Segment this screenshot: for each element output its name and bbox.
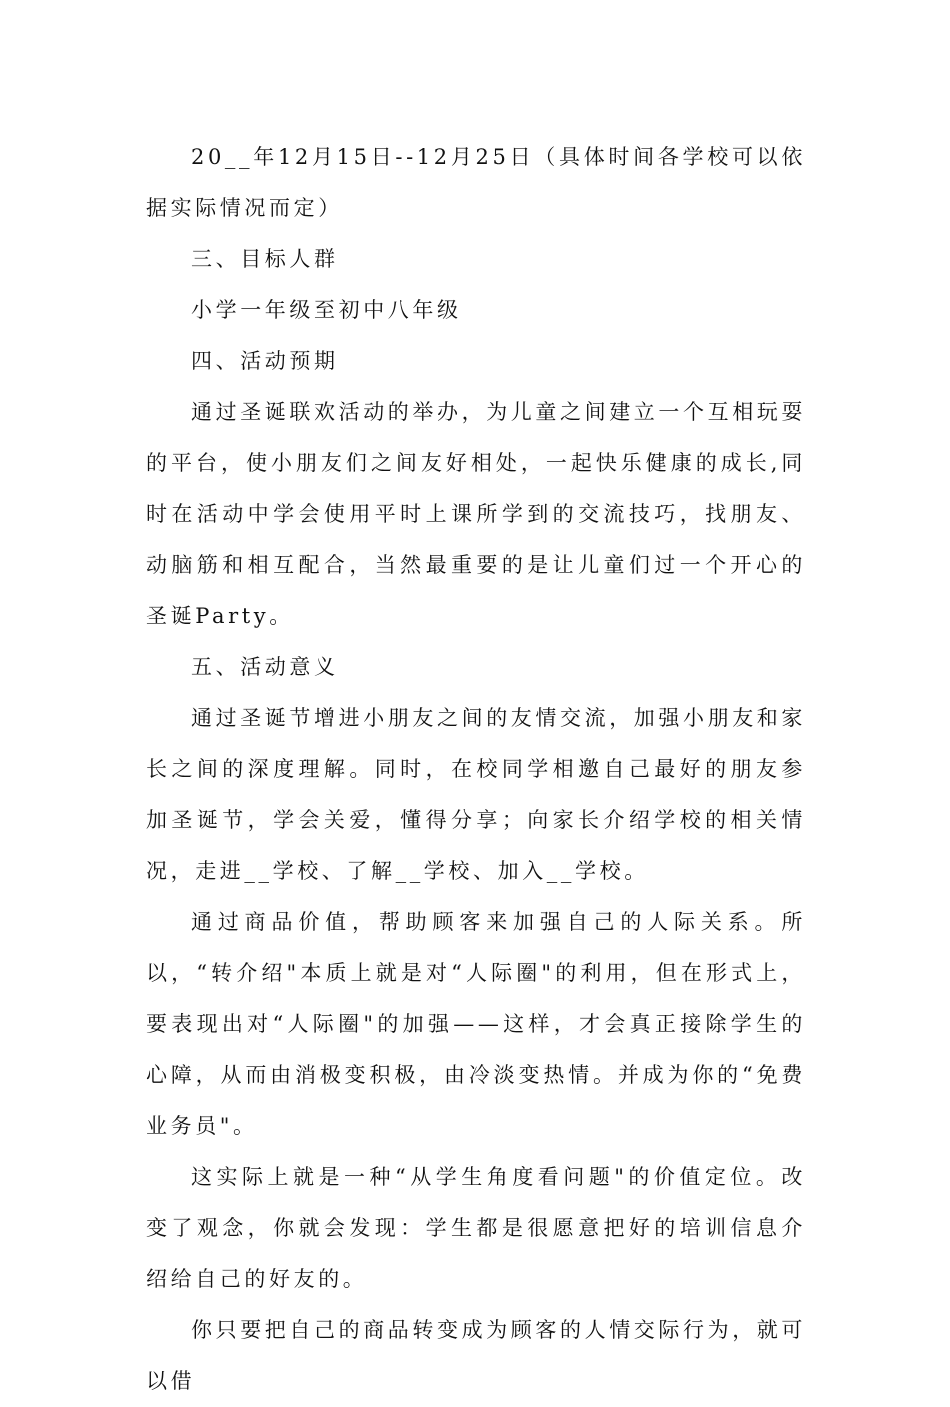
paragraph-date-range: 20__年12月15日--12月25日（具体时间各学校可以依据实际情况而定） [146,145,806,220]
paragraph-activity-significance: 通过圣诞节增进小朋友之间的友情交流，加强小朋友和家长之间的深度理解。同时，在校同学相邀自己最好的朋友参加圣诞节，学会关爱，懂得分享；向家长介绍学校的相关情况，走进__学校、了解__学校、加入__学校。 [146,706,806,883]
paragraph-referral: 通过商品价值，帮助顾客来加强自己的人际关系。所以，“转介绍"本质上就是对“人际圈"的利用，但在形式上，要表现出对“人际圈"的加强——这样，才会真正接除学生的心障，从而由消极变积极，由冷淡变热情。并成为你的“免费业务员"。 [146,910,806,1138]
heading-target-group: 三、目标人群 [191,247,339,271]
heading-activity-significance: 五、活动意义 [191,655,339,679]
paragraph-conclusion: 你只要把自己的商品转变成为顾客的人情交际行为，就可以借 [146,1318,806,1393]
paragraph-value-positioning: 这实际上就是一种“从学生角度看问题"的价值定位。改变了观念，你就会发现：学生都是很愿意把好的培训信息介绍给自己的好友的。 [146,1165,806,1291]
document-body [146,132,806,1407]
paragraph-target-group: 小学一年级至初中八年级 [191,298,462,322]
paragraph-activity-expectation: 通过圣诞联欢活动的举办，为儿童之间建立一个互相玩耍的平台，使小朋友们之间友好相处，一起快乐健康的成长,同时在活动中学会使用平时上课所学到的交流技巧，找朋友、动脑筋和相互配合，当然最重要的是让儿童们过一个开心的圣诞Party。 [146,400,806,628]
heading-activity-expectation: 四、活动预期 [191,349,339,373]
